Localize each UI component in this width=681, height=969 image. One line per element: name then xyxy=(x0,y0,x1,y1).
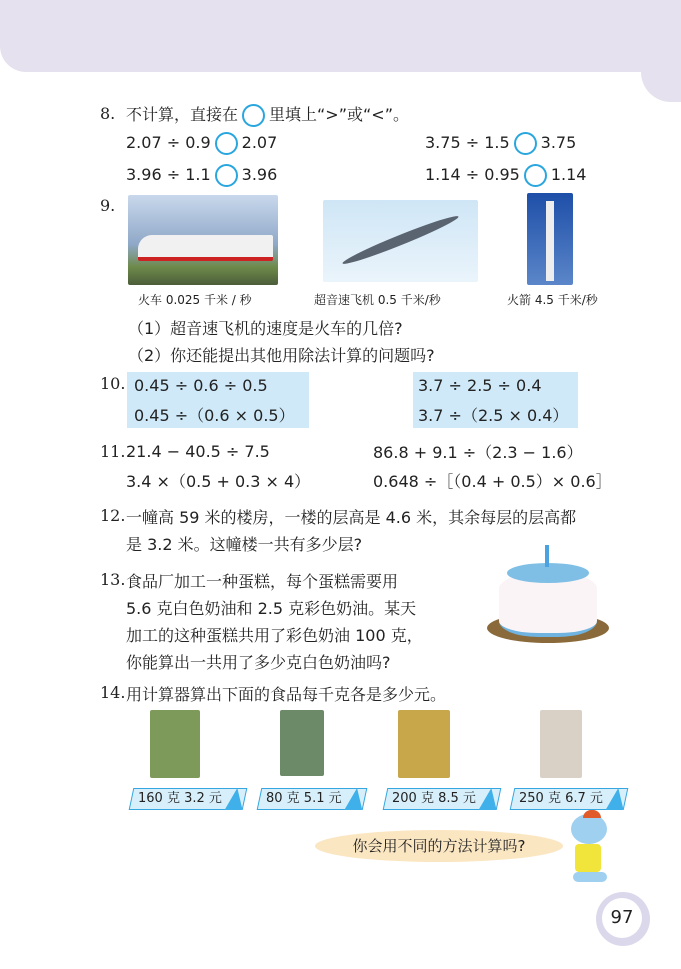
q12-line: 是 3.2 米。这幢楼一共有多少层? xyxy=(126,535,363,554)
q8-item xyxy=(126,132,277,155)
supersonic-plane-image xyxy=(323,200,478,282)
price-tag-text: 80 克 5.1 元 xyxy=(266,791,342,806)
q12-line: 一幢高 59 米的楼房，一楼的层高是 4.6 米，其余每层的层高都 xyxy=(126,508,577,527)
expr: 3.4 ×（0.5 + 0.3 × 4） xyxy=(126,472,311,491)
cake-image xyxy=(487,545,609,645)
header-band xyxy=(0,0,681,72)
expr: 3.96 ÷ 1.1 xyxy=(126,165,211,184)
expr: 3.7 ÷（2.5 × 0.4） xyxy=(418,406,569,425)
q8-number: 8. xyxy=(100,104,116,123)
food-package-3 xyxy=(398,710,450,778)
speech-bubble: 你会用不同的方法计算吗? xyxy=(315,830,563,862)
expr: 3.7 ÷ 2.5 ÷ 0.4 xyxy=(418,376,542,395)
plane-caption: 超音速飞机 0.5 千米/秒 xyxy=(314,293,441,307)
q10-number: 10. xyxy=(100,374,126,393)
q8-item xyxy=(425,132,576,155)
header-tab xyxy=(641,40,681,102)
answer-circle[interactable] xyxy=(215,164,238,187)
q11-number: 11. xyxy=(100,442,126,461)
price-tag xyxy=(129,788,248,810)
train-image xyxy=(128,195,278,285)
expr: 86.8 + 9.1 ÷（2.3 − 1.6） xyxy=(373,443,583,462)
q8-item xyxy=(126,164,277,187)
value: 3.96 xyxy=(241,165,278,184)
q13-line: 5.6 克白色奶油和 2.5 克彩色奶油。某天 xyxy=(126,599,417,618)
value: 2.07 xyxy=(241,133,278,152)
q13-line: 加工的这种蛋糕共用了彩色奶油 100 克， xyxy=(126,626,423,645)
q12-number: 12. xyxy=(100,506,126,525)
cat-mascot-icon xyxy=(565,810,617,886)
expr: 0.648 ÷［（0.4 + 0.5）× 0.6］ xyxy=(373,472,612,491)
price-tag xyxy=(257,788,367,810)
price-tag xyxy=(383,788,502,810)
train-caption: 火车 0.025 千米 / 秒 xyxy=(138,293,252,307)
q8-text2: 里填上“>”或“<”。 xyxy=(269,105,409,124)
q13-line: 你能算出一共用了多少克白色奶油吗? xyxy=(126,653,391,672)
answer-circle[interactable] xyxy=(215,132,238,155)
expr: 0.45 ÷（0.6 × 0.5） xyxy=(134,406,295,425)
value: 1.14 xyxy=(550,165,587,184)
expr: 0.45 ÷ 0.6 ÷ 0.5 xyxy=(134,376,268,395)
answer-circle[interactable] xyxy=(514,132,537,155)
page-number-badge xyxy=(596,892,650,946)
rocket-image xyxy=(527,193,573,285)
q9-number: 9. xyxy=(100,196,116,215)
q9-sub2: （2）你还能提出其他用除法计算的问题吗? xyxy=(128,346,435,365)
expr: 2.07 ÷ 0.9 xyxy=(126,133,211,152)
price-tag-text: 250 克 6.7 元 xyxy=(519,791,603,806)
food-package-4 xyxy=(540,710,582,778)
q14-number: 14. xyxy=(100,683,126,702)
price-tag-text: 160 克 3.2 元 xyxy=(138,791,222,806)
expr: 3.75 ÷ 1.5 xyxy=(425,133,510,152)
q9-sub1: （1）超音速飞机的速度是火车的几倍? xyxy=(128,319,403,338)
rocket-caption: 火箭 4.5 千米/秒 xyxy=(507,293,598,307)
price-tag xyxy=(510,788,629,810)
q14-text: 用计算器算出下面的食品每千克各是多少元。 xyxy=(126,685,447,704)
value: 3.75 xyxy=(540,133,577,152)
answer-circle[interactable] xyxy=(524,164,547,187)
price-tag-text: 200 克 8.5 元 xyxy=(392,791,476,806)
q8-text: 不计算，直接在 xyxy=(126,105,239,124)
expr: 21.4 − 40.5 ÷ 7.5 xyxy=(126,442,270,461)
circle-icon xyxy=(242,104,265,127)
q13-line: 食品厂加工一种蛋糕，每个蛋糕需要用 xyxy=(126,572,399,591)
q13-number: 13. xyxy=(100,570,126,589)
expr: 1.14 ÷ 0.95 xyxy=(425,165,520,184)
q8-prompt xyxy=(126,102,409,127)
food-package-2 xyxy=(280,710,324,776)
page-number: 97 xyxy=(602,898,642,938)
food-package-1 xyxy=(150,710,200,778)
q8-item xyxy=(425,164,586,187)
